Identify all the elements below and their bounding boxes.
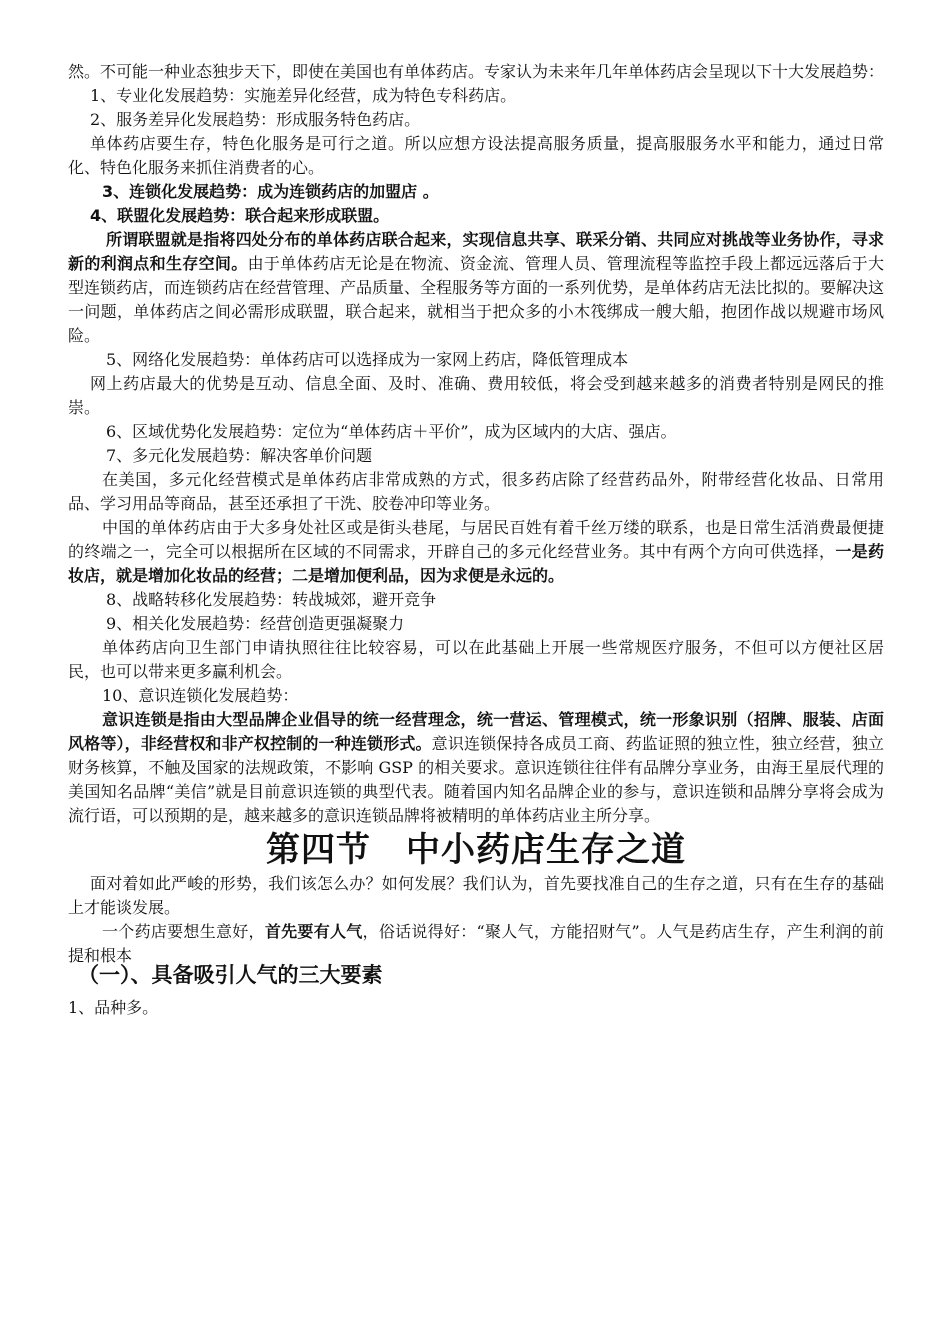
paragraph: 5、网络化发展趋势：单体药店可以选择成为一家网上药店，降低管理成本 [106, 350, 629, 369]
bold-text: 意识连锁是指由大型品牌企业倡导的统一经营理念，统一营运、管理模式，统一形象识别（招牌、服装、店面风格等），非经营权和非产权控制的一种连锁形式。 [68, 710, 884, 753]
paragraph: 在美国，多元化经营模式是单体药店非常成熟的方式，很多药店除了经营药品外，附带经营化妆品、日常用品、学习用品等商品，甚至还承担了干洗、胶卷冲印等业务。 [68, 470, 884, 513]
paragraph [68, 708, 884, 828]
text-run: 意识连锁保持各成员工商、药监证照的独立性，独立经营，独立财务核算，不触及国家的法规政策，不影响 GSP 的相关要求。意识连锁往往伴有品牌分享业务，由海王星辰代理的美国知名品牌“美信”就是目前意识连锁的典型代表。随着国内知名品牌企业的参与，意识连锁和品牌分享将会成为流行语，可以预期的是，越来越多的意识连锁品牌将被精明的单体药店业主所分享。 [68, 734, 884, 825]
text-run: 中国的单体药店由于大多身处社区或是街头巷尾，与居民百姓有着千丝万缕的联系，也是日常生活消费最便捷的终端之一，完全可以根据所在区域的不同需求，开辟自己的多元化经营业务。其中有两个方向可供选择， [68, 518, 884, 561]
paragraph: 1、专业化发展趋势：实施差异化经营，成为特色专科药店。 [90, 86, 517, 105]
section-intro [68, 872, 884, 968]
paragraph: 4、联盟化发展趋势：联合起来形成联盟。 [90, 206, 390, 225]
bold-text: 首先要有人气 [264, 922, 363, 941]
paragraph: 10、意识连锁化发展趋势： [102, 686, 299, 705]
paragraph: 网上药店最大的优势是互动、信息全面、及时、准确、费用较低，将会受到越来越多的消费者特别是网民的推崇。 [68, 374, 884, 417]
paragraph: 9、相关化发展趋势：经营创造更强凝聚力 [106, 614, 405, 633]
section-title: 第四节 中小药店生存之道 [266, 830, 686, 870]
text-run: 一个药店要想生意好， [102, 922, 265, 941]
paragraph: 面对着如此严峻的形势，我们该怎么办？如何发展？我们认为，首先要找准自己的生存之道，只有在生存的基础上才能谈发展。 [68, 874, 884, 917]
subheading: （一）、具备吸引人气的三大要素 [78, 963, 383, 987]
paragraph: 单体药店要生存，特色化服务是可行之道。所以应想方设法提高服务质量，提高服服务水平和能力，通过日常化、特色化服务来抓住消费者的心。 [68, 134, 884, 177]
paragraph: 然。不可能一种业态独步天下，即使在美国也有单体药店。专家认为未来年几年单体药店会呈现以下十大发展趋势： [68, 62, 885, 81]
paragraph [68, 228, 884, 348]
text-run: 由于单体药店无论是在物流、资金流、管理人员、管理流程等监控手段上都远远落后于大型连锁药店，而连锁药店在经营管理、产品质量、全程服务等方面的一系列优势，是单体药店无法比拟的。要解决这一问题，单体药店之间必需形成联盟，联合起来，就相当于把众多的小木筏绑成一艘大船，抱团作战以规避市场风险。 [68, 254, 885, 345]
paragraph: 2、服务差异化发展趋势：形成服务特色药店。 [90, 110, 421, 129]
list-item: 1、品种多。 [68, 998, 159, 1017]
paragraph: 6、区域优势化发展趋势：定位为“单体药店＋平价”，成为区域内的大店、强店。 [106, 422, 677, 441]
paragraph: 7、多元化发展趋势：解决客单价问题 [106, 446, 373, 465]
paragraph: 8、战略转移化发展趋势：转战城郊，避开竞争 [106, 590, 437, 609]
paragraph: 3、连锁化发展趋势：成为连锁药店的加盟店 。 [102, 182, 439, 201]
document-page [68, 60, 884, 1020]
bold-text: 一是药妆店，就是增加化妆品的经营；二是增加便利品，因为求便是永远的。 [68, 542, 884, 585]
bold-text: 所谓联盟就是指将四处分布的单体药店联合起来，实现信息共享、联采分销、共同应对挑战等业务协作，寻求新的利润点和生存空间。 [68, 230, 884, 273]
paragraph: 单体药店向卫生部门申请执照往往比较容易，可以在此基础上开展一些常规医疗服务，不但可以方便社区居民，也可以带来更多赢利机会。 [68, 638, 884, 681]
body-text [68, 60, 884, 828]
paragraph [68, 516, 884, 588]
text-run: ，俗话说得好：“聚人气，方能招财气”。人气是药店生存，产生利润的前提和根本 [68, 922, 884, 965]
